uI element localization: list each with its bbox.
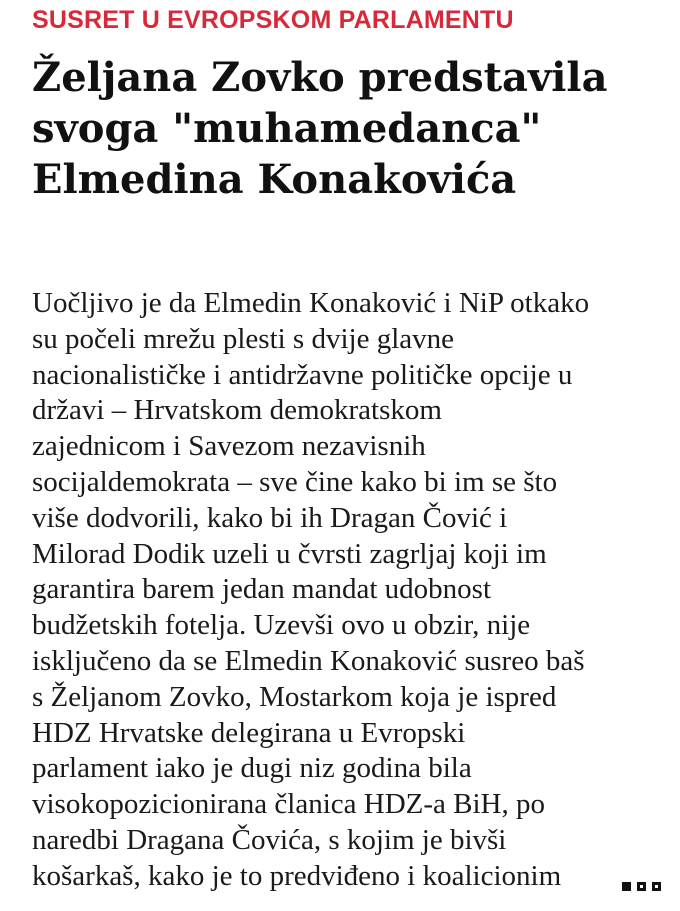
body-line: garantira barem jedan mandat udobnost bbox=[32, 573, 492, 606]
body-line: zajednicom i Savezom nezavisnih bbox=[32, 430, 426, 463]
dot-icon bbox=[637, 882, 646, 891]
headline-line: Željana Zovko predstavila bbox=[32, 54, 608, 101]
body-line: budžetskih fotelja. Uzevši ovo u obzir, nije bbox=[32, 609, 531, 642]
body-line: s Željanom Zovko, Mostarkom koja je ispred bbox=[32, 680, 557, 713]
body-line: nacionalističke i antidržavne političke opcije u bbox=[32, 358, 573, 391]
article-body bbox=[32, 286, 589, 895]
article-headline bbox=[32, 52, 608, 205]
page-dots-indicator[interactable] bbox=[622, 882, 661, 891]
dot-icon bbox=[652, 882, 661, 891]
body-line: visokopozicionirana članica HDZ-a BiH, po bbox=[32, 788, 545, 821]
body-line: HDZ Hrvatske delegirana u Evropski bbox=[32, 716, 466, 749]
body-line: socijaldemokrata – sve čine kako bi im se što bbox=[32, 465, 558, 498]
body-line: Milorad Dodik uzeli u čvrsti zagrljaj koji im bbox=[32, 537, 547, 570]
body-line: više dodvorili, kako bi ih Dragan Čović i bbox=[32, 501, 508, 534]
body-line: parlament iako je dugi niz godina bila bbox=[32, 752, 472, 785]
article-kicker: SUSRET U EVROPSKOM PARLAMENTU bbox=[32, 6, 514, 34]
body-line: su počeli mrežu plesti s dvije glavne bbox=[32, 322, 455, 355]
headline-line: Elmedina Konakovića bbox=[32, 156, 517, 203]
dot-icon bbox=[622, 882, 631, 891]
body-line: Uočljivo je da Elmedin Konaković i NiP otkako bbox=[32, 287, 590, 319]
headline-line: svoga "muhamedanca" bbox=[32, 105, 542, 152]
body-line: isključeno da se Elmedin Konaković susreo baš bbox=[32, 644, 585, 677]
body-line: naredbi Dragana Čovića, s kojim je bivši bbox=[32, 823, 507, 856]
body-line: košarkaš, kako je to predviđeno i koalicionim bbox=[32, 859, 562, 892]
body-line: državi – Hrvatskom demokratskom bbox=[32, 394, 442, 427]
